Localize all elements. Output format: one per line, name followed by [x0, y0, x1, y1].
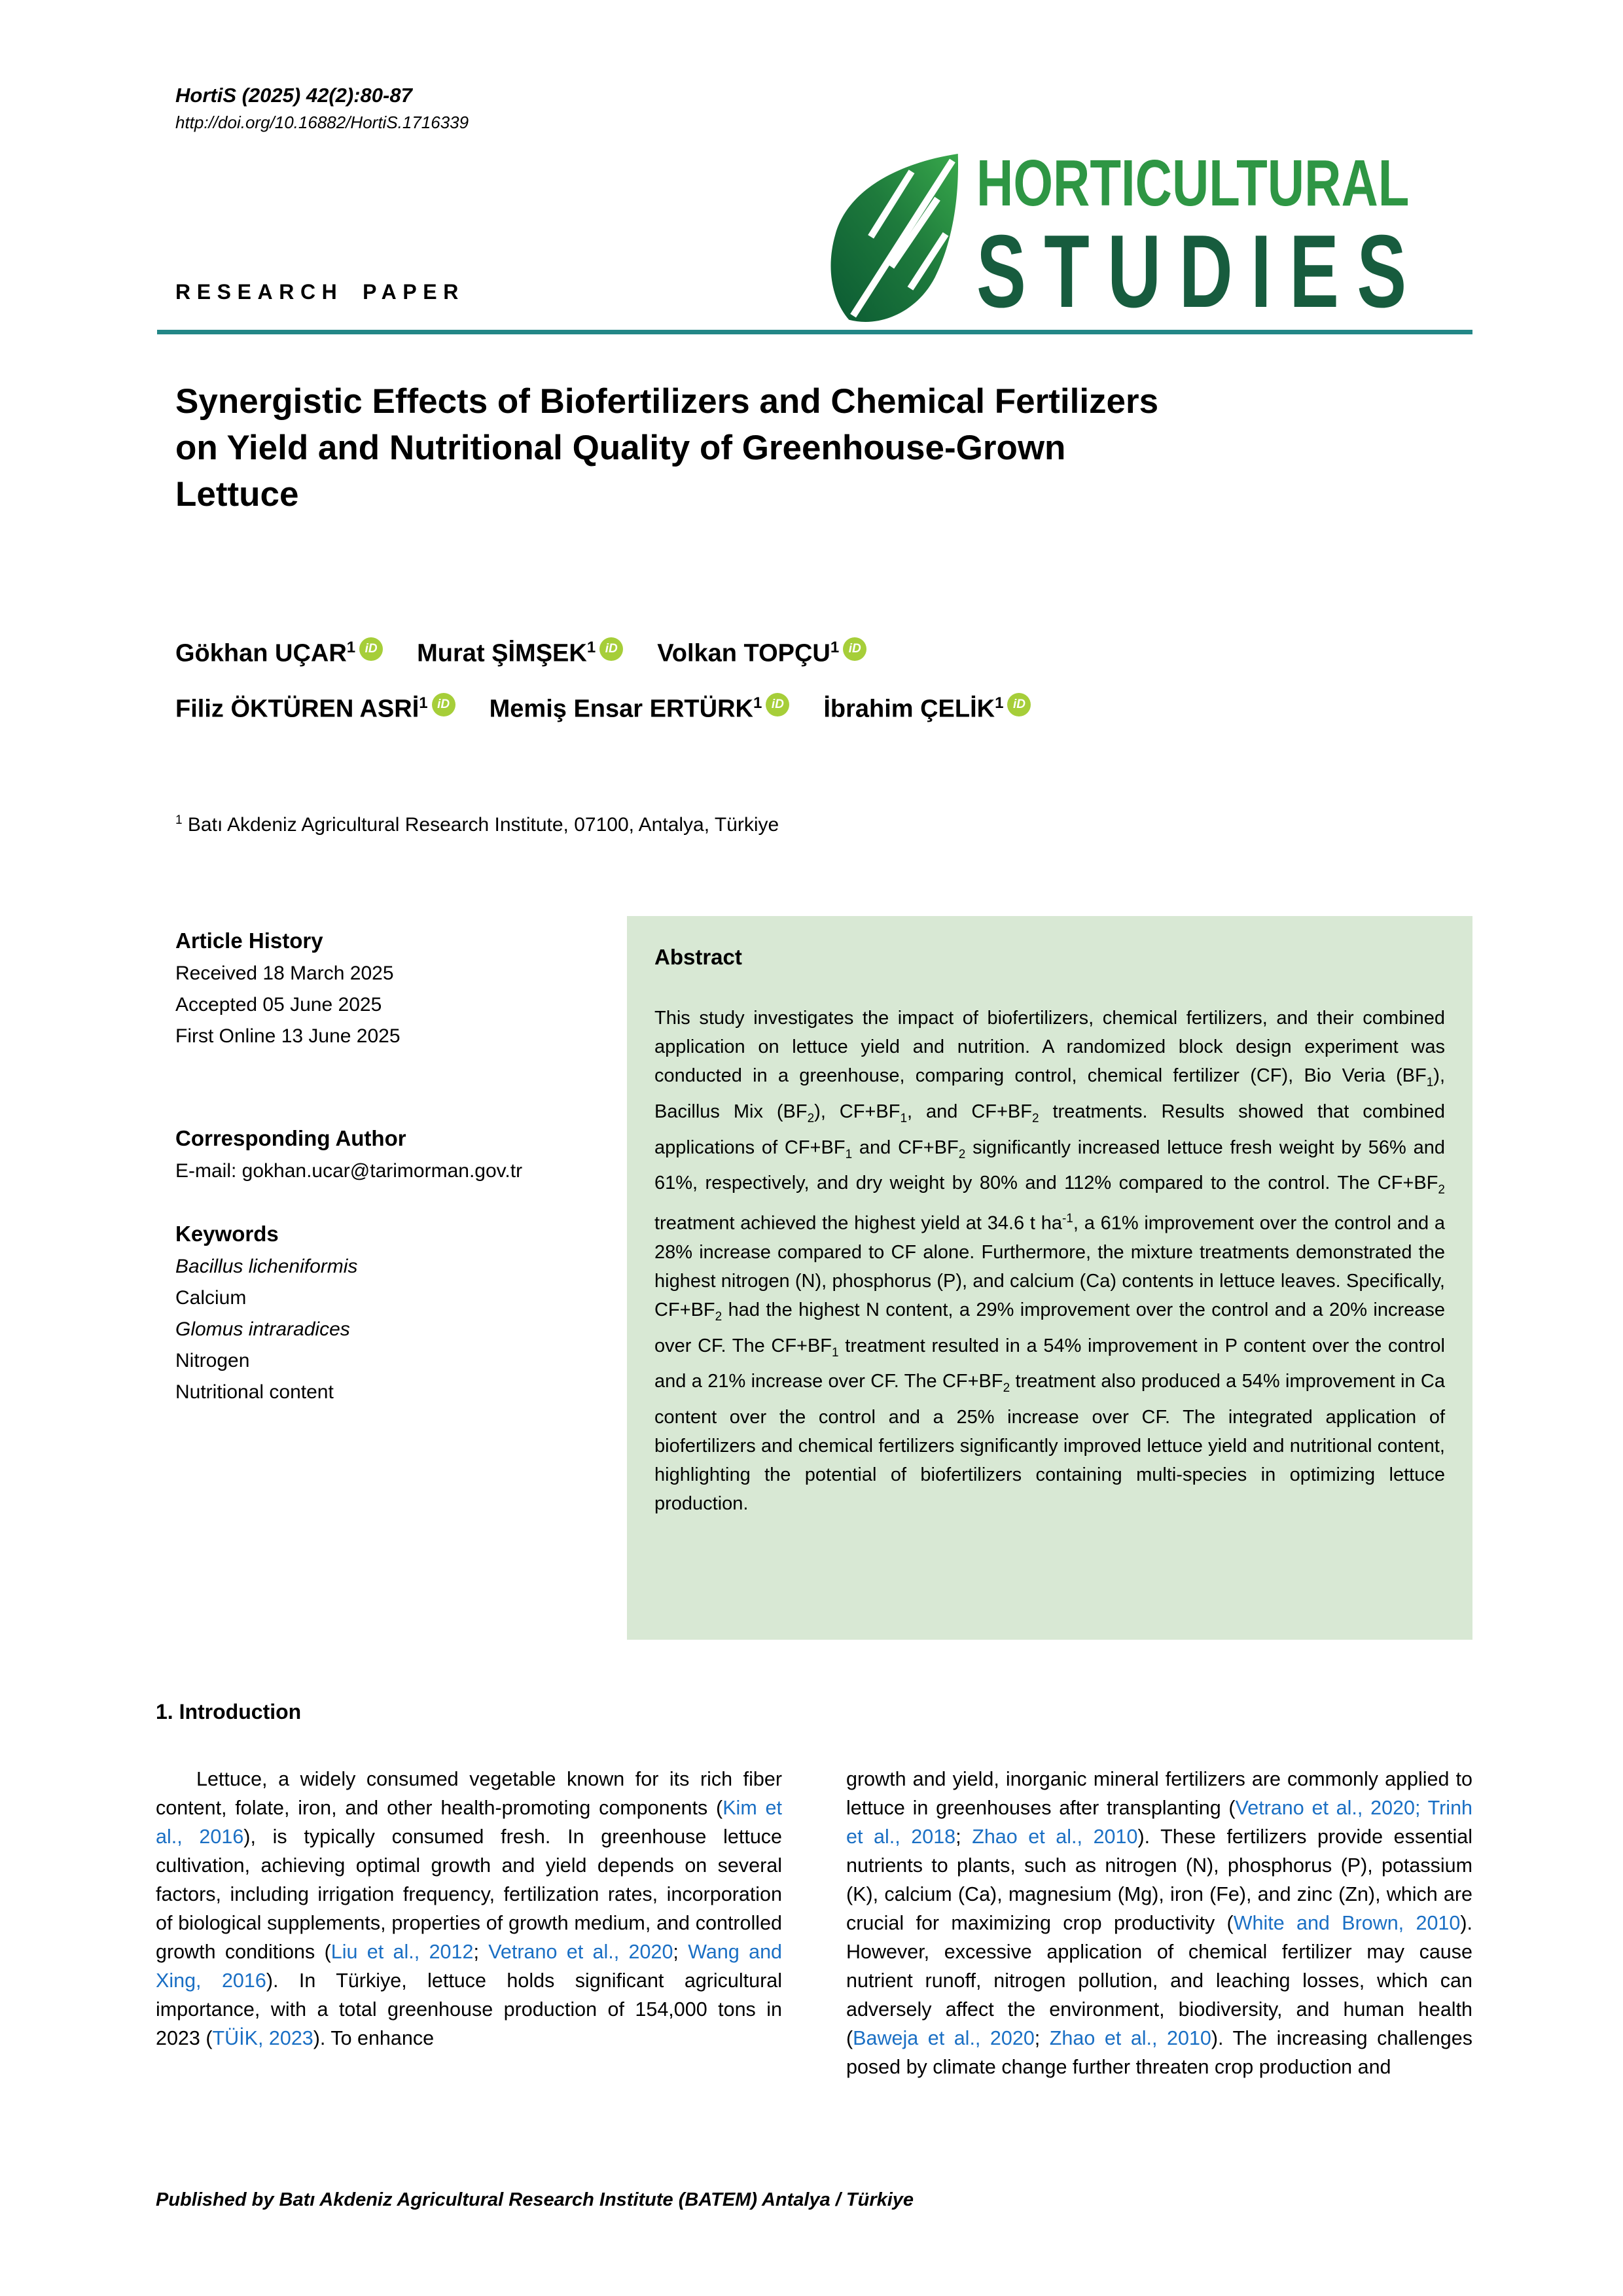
orcid-icon[interactable]: iD — [1007, 693, 1031, 716]
two-column-body — [156, 1765, 1472, 2081]
introduction-section — [156, 1700, 1472, 2081]
logo-line-horticultural: HORTICULTURAL — [976, 147, 1410, 220]
article-history-heading: Article History — [175, 928, 323, 953]
history-first-online: First Online 13 June 2025 — [175, 1025, 401, 1047]
orcid-icon[interactable]: iD — [359, 637, 383, 661]
citation-link[interactable]: Vetrano et al., 2020 — [488, 1941, 673, 1963]
author-name: Gökhan UÇAR — [175, 639, 347, 667]
orcid-icon[interactable]: iD — [766, 693, 789, 716]
author-affiliation-sup: 1 — [419, 694, 428, 712]
citation-link[interactable]: Liu et al., 2012 — [330, 1941, 474, 1963]
citation-link[interactable]: Wang and Xing, 2016 — [156, 1941, 783, 1992]
introduction-heading: 1. Introduction — [156, 1700, 302, 1723]
journal-logo — [826, 147, 1599, 329]
keyword-item: Glomus intraradices — [175, 1318, 350, 1340]
paper-title: Synergistic Effects of Biofertilizers and Chemical Fertilizers on Yield and Nutritional Quality of Greenhouse-Grown Lettuce — [175, 382, 1159, 514]
author-name: Memiş Ensar ERTÜRK — [489, 695, 753, 723]
orcid-icon[interactable]: iD — [599, 637, 623, 661]
corresponding-email-line: E-mail: gokhan.ucar@tarimorman.gov.tr — [175, 1160, 523, 1182]
authors-block — [175, 623, 1031, 733]
orcid-icon[interactable]: iD — [843, 637, 866, 661]
corresponding-author-block — [175, 1122, 607, 1187]
author-affiliation-sup: 1 — [346, 639, 356, 656]
doi-link[interactable]: http://doi.org/10.16882/HortiS.1716339 — [175, 113, 469, 132]
citation-link[interactable]: Baweja et al., 2020 — [853, 2027, 1035, 2049]
author — [175, 679, 455, 734]
citation-link[interactable]: Zhao et al., 2010 — [1049, 2027, 1211, 2049]
citation-link[interactable]: White and Brown, 2010 — [1233, 1912, 1461, 1934]
abstract-heading: Abstract — [654, 945, 742, 969]
journal-logo-text — [976, 147, 1599, 329]
author-name: Volkan TOPÇU — [657, 639, 830, 667]
author — [490, 679, 790, 734]
author-name: Filiz ÖKTÜREN ASRİ — [175, 695, 419, 723]
history-accepted: Accepted 05 June 2025 — [175, 994, 382, 1016]
affiliation-line — [175, 813, 779, 836]
keyword-item: Bacillus licheniformis — [175, 1256, 358, 1277]
author-name: Murat ŞİMŞEK — [417, 639, 587, 667]
affiliation-text: Batı Akdeniz Agricultural Research Institute, 07100, Antalya, Türkiye — [187, 814, 779, 836]
author-name: İbrahim ÇELİK — [823, 695, 995, 723]
author-affiliation-sup: 1 — [586, 639, 596, 656]
citation-link[interactable]: Zhao et al., 2010 — [972, 1826, 1138, 1848]
leaf-logo-icon — [826, 150, 962, 326]
journal-citation: HortiS (2025) 42(2):80-87 — [175, 84, 412, 107]
intro-column-left: Lettuce, a widely consumed vegetable known for its rich fiber content, folate, iron, and other health-promoting components (Kim et al., 2016), is typically consumed fresh. In greenhouse lettuce cultivation, achieving optimal growth and yield depends on several factors, including irrigation frequency, fertilization rates, incorporation of biological supplements, properties of growth medium, and controlled growth conditions (Liu et al., 2012; Vetrano et al., 2020; Wang and Xing, 2016). In Türkiye, lettuce holds significant agricultural importance, with a total greenhouse production of 154,000 tons in 2023 (TÜİK, 2023). To enhance — [156, 1768, 783, 2049]
keywords-block — [175, 1217, 607, 1408]
abstract-box — [627, 916, 1472, 1640]
citation-link[interactable]: Vetrano et al., 2020; Trinh et al., 2018 — [846, 1797, 1472, 1848]
intro-column-right: growth and yield, inorganic mineral fertilizers are commonly applied to lettuce in greenhouses after transplanting (Vetrano et al., 2020; Trinh et al., 2018; Zhao et al., 2010). These fertilizers provide essential nutrients to plants, such as nitrogen (N), phosphorus (P), potassium (K), calcium (Ca), magnesium (Mg), iron (Fe), and zinc (Zn), which are crucial for maximizing crop productivity (White and Brown, 2010). However, excessive application of chemical fertilizer may cause nutrient runoff, nitrogen pollution, and leaching losses, which can adversely affect the environment, biodiversity, and human health (Baweja et al., 2020; Zhao et al., 2010). The increasing challenges posed by climate change further threaten crop production and — [846, 1768, 1473, 2078]
authors-row-1 — [175, 623, 1031, 679]
keyword-item: Calcium — [175, 1287, 247, 1309]
history-received: Received 18 March 2025 — [175, 963, 394, 984]
keywords-heading: Keywords — [175, 1222, 279, 1246]
citation-link[interactable]: Kim et al., 2016 — [156, 1797, 782, 1848]
author — [657, 623, 866, 679]
author-affiliation-sup: 1 — [995, 694, 1004, 712]
article-history-block — [175, 924, 607, 1052]
author — [823, 679, 1031, 734]
orcid-icon[interactable]: iD — [432, 693, 455, 716]
authors-row-2 — [175, 679, 1031, 734]
author — [175, 623, 383, 679]
publisher-footer-note: Published by Batı Akdeniz Agricultural Research Institute (BATEM) Antalya / Türkiye — [156, 2189, 914, 2210]
citation-link[interactable]: TÜİK, 2023 — [212, 2027, 313, 2049]
author-affiliation-sup: 1 — [753, 694, 762, 712]
keyword-item: Nutritional content — [175, 1381, 334, 1403]
author — [417, 623, 623, 679]
corresponding-author-heading: Corresponding Author — [175, 1126, 406, 1150]
header-divider-rule — [157, 330, 1472, 334]
keyword-item: Nitrogen — [175, 1350, 250, 1371]
logo-line-studies: STUDIES — [976, 214, 1425, 329]
abstract-body: This study investigates the impact of biofertilizers, chemical fertilizers, and their combined application on lettuce yield and nutrition. A randomized block design experiment was conducted in a greenhouse, comparing control, chemical fertilizer (CF), Bio Veria $(BF_1)$, Bacillus Mix $(BF_2)$, $CF+BF_1$, and $CF+BF_2$ treatments. Results showed that combined applications of $CF+BF_1$ and $CF+BF_2$ significantly increased lettuce fresh weight by 56% and 61%, respectively, and dry weight by 80% and 112% compared to the control. The $CF+BF_2$ treatment achieved the highest yield at 34.6 t $ha^{-1}$, a 61% improvement over the control and a 28% increase compared to CF alone. Furthermore, the mixture treatments demonstrated the highest nitrogen (N), phosphorus (P), and calcium (Ca) contents in lettuce leaves. Specifically, $CF+BF_2$ had the highest N content, a 29% improvement over the control and a 20% increase over CF. The $CF+BF_1$ treatment resulted in a 54% improvement in P content over the control and a 21% increase over CF. The $CF+BF_2$ treatment also produced a 54% improvement in Ca content over the control and a 25% increase over CF. The integrated application of biofertilizers and chemical fertilizers significantly improved lettuce yield and nutritional content, highlighting the potential of biofertilizers containing multi-species in optimizing lettuce production. — [654, 1008, 1446, 1515]
article-type-label: RESEARCH PAPER — [175, 280, 465, 304]
affiliation-marker: 1 — [175, 813, 183, 827]
article-meta-column — [175, 924, 607, 1408]
author-affiliation-sup: 1 — [830, 639, 840, 656]
